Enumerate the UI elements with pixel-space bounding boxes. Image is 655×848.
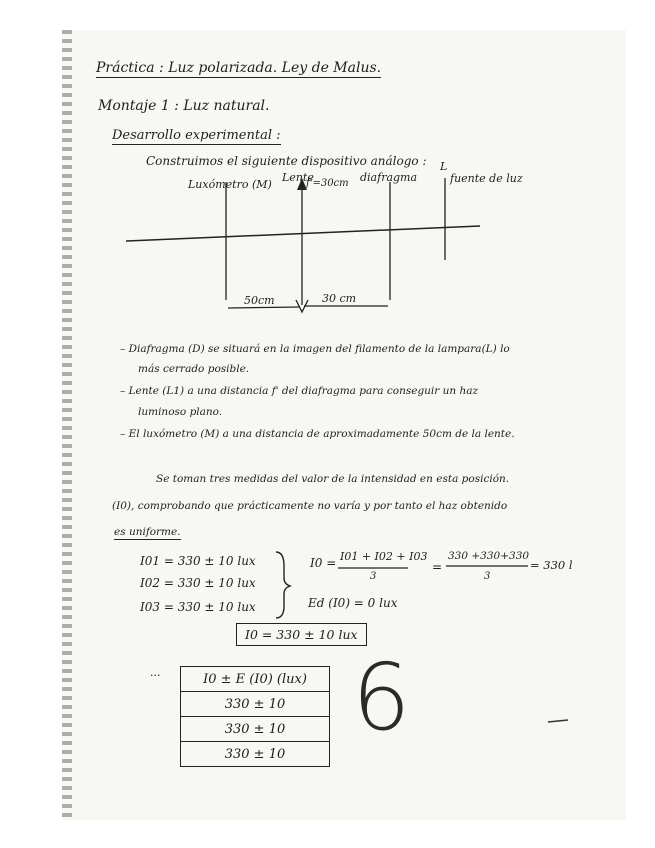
note-1a: – Diafragma (D) se situará en la imagen del filamento de la lampara(L) lo [120, 343, 510, 355]
result-box: I0 = 330 ± 10 lux [236, 623, 367, 646]
desarrollo-heading: Desarrollo experimental : [112, 128, 281, 143]
grade-mark: 6 [352, 644, 411, 751]
measurement-3: I03 = 330 ± 10 lux [140, 600, 256, 614]
fuente-mark: L [440, 160, 448, 173]
distance-label-2: 30 cm [322, 292, 357, 305]
note-3: – El luxómetro (M) a una distancia de aproximadamente 50cm de la lente. [120, 428, 515, 440]
table-cell: 330 ± 10 [181, 692, 330, 717]
luxometro-label: Luxómetro (M) [188, 178, 272, 191]
paragraph-line-3: es uniforme. [114, 526, 181, 538]
formula-numerator: I01 + I02 + I03 [340, 550, 428, 563]
formula-result: = 330 l [530, 558, 573, 572]
fuente-label: fuente de luz [450, 172, 523, 185]
paragraph-line-1: Se toman tres medidas del valor de la intensidad en esta posición. [156, 473, 510, 485]
distance-label-1: 50cm [244, 294, 275, 307]
measurement-2: I02 = 330 ± 10 lux [140, 576, 256, 590]
note-1b: más cerrado posible. [138, 363, 250, 375]
lente-label: Lente [282, 171, 314, 184]
formula-denominator: 3 [370, 571, 377, 582]
formula-eq: = [432, 560, 443, 574]
table-header: I0 ± E (I0) (lux) [181, 667, 330, 692]
paragraph-line-2: (I0), comprobando que prácticamente no varía y por tanto el haz obtenido [112, 500, 508, 512]
formula-error: Ed (I0) = 0 lux [308, 596, 398, 610]
intro-text: Construimos el siguiente dispositivo análogo : [146, 154, 427, 168]
measurement-1: I01 = 330 ± 10 lux [140, 554, 256, 568]
formula-lhs: I0 = [310, 556, 337, 570]
formula-denominator-values: 3 [484, 571, 491, 582]
diafragma-label: diafragma [360, 171, 418, 184]
focal-label: f'=30cm [306, 178, 349, 189]
formula-numerator-values: 330 +330+330 [448, 550, 530, 562]
table-cell: 330 ± 10 [181, 717, 330, 742]
montaje-heading: Montaje 1 : Luz natural. [98, 98, 270, 114]
note-2a: – Lente (L1) a una distancia f' del diafragma para conseguir un haz [120, 385, 479, 397]
note-2b: luminoso plano. [138, 406, 223, 418]
table-prefix: ... [150, 666, 161, 679]
table-cell: 330 ± 10 [181, 742, 330, 767]
page-title: Práctica : Luz polarizada. Ley de Malus. [96, 60, 382, 76]
